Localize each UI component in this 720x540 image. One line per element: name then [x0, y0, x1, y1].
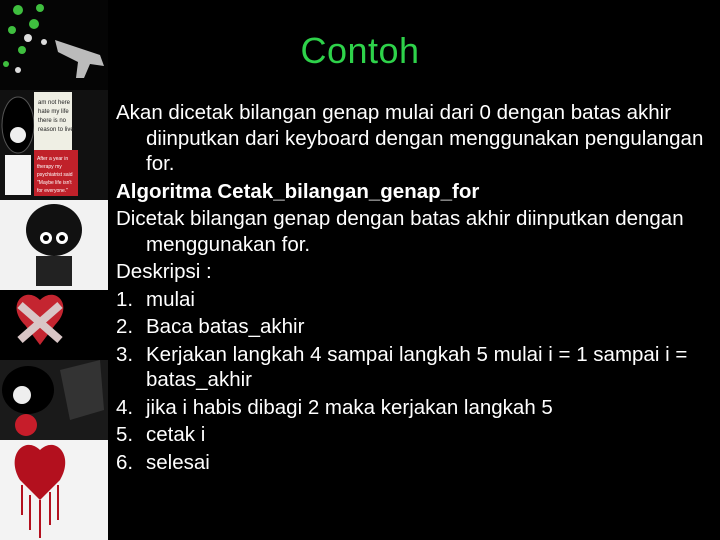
step-text: selesai	[146, 450, 210, 474]
svg-text:therapy my: therapy my	[37, 164, 62, 170]
step-text: jika i habis dibagi 2 maka kerjakan langkah 5	[146, 395, 553, 419]
slide-body	[116, 100, 706, 477]
svg-text:hate my life: hate my life	[38, 109, 69, 115]
step-number: 4.	[116, 395, 134, 419]
svg-text:for everyone.": for everyone."	[37, 188, 68, 194]
svg-text:"Maybe life isn't: "Maybe life isn't	[37, 180, 72, 186]
step-text: Baca batas_akhir	[146, 315, 305, 338]
intro-paragraph: Akan dicetak bilangan genap mulai dari 0 dengan batas akhir diinputkan dari keyboard dengan menggunakan pengulangan for.	[116, 101, 704, 175]
list-item	[116, 314, 706, 340]
step-number: 3.	[116, 342, 134, 366]
svg-text:psychiatrist said: psychiatrist said	[37, 172, 73, 178]
svg-text:After a year in: After a year in	[37, 156, 69, 162]
list-item	[116, 450, 706, 476]
sidebar-art	[0, 0, 108, 540]
list-item	[116, 395, 706, 421]
slide-title: Contoh	[300, 30, 420, 71]
step-number: 2.	[116, 315, 134, 338]
step-text: Kerjakan langkah 4 sampai langkah 5 mulai i = 1 sampai i = batas_akhir	[146, 342, 688, 391]
list-item	[116, 422, 706, 448]
step-text: cetak i	[146, 423, 206, 446]
svg-text:there is no: there is no	[38, 118, 67, 124]
steps-list	[116, 287, 706, 476]
list-item	[116, 342, 706, 393]
step-number: 5.	[116, 423, 134, 446]
step-number: 6.	[116, 450, 134, 474]
algorithm-description: Dicetak bilangan genap dengan batas akhir diinputkan dengan menggunakan for.	[116, 207, 684, 256]
description-label: Deskripsi :	[116, 260, 212, 283]
step-text: mulai	[146, 287, 195, 311]
svg-text:am not here: am not here	[38, 100, 71, 106]
algorithm-heading: Algoritma Cetak_bilangan_genap_for	[116, 179, 480, 203]
decorative-sidebar	[0, 0, 108, 540]
list-item	[116, 287, 706, 313]
svg-text:reason to live: reason to live	[38, 127, 74, 133]
step-number: 1.	[116, 287, 134, 311]
